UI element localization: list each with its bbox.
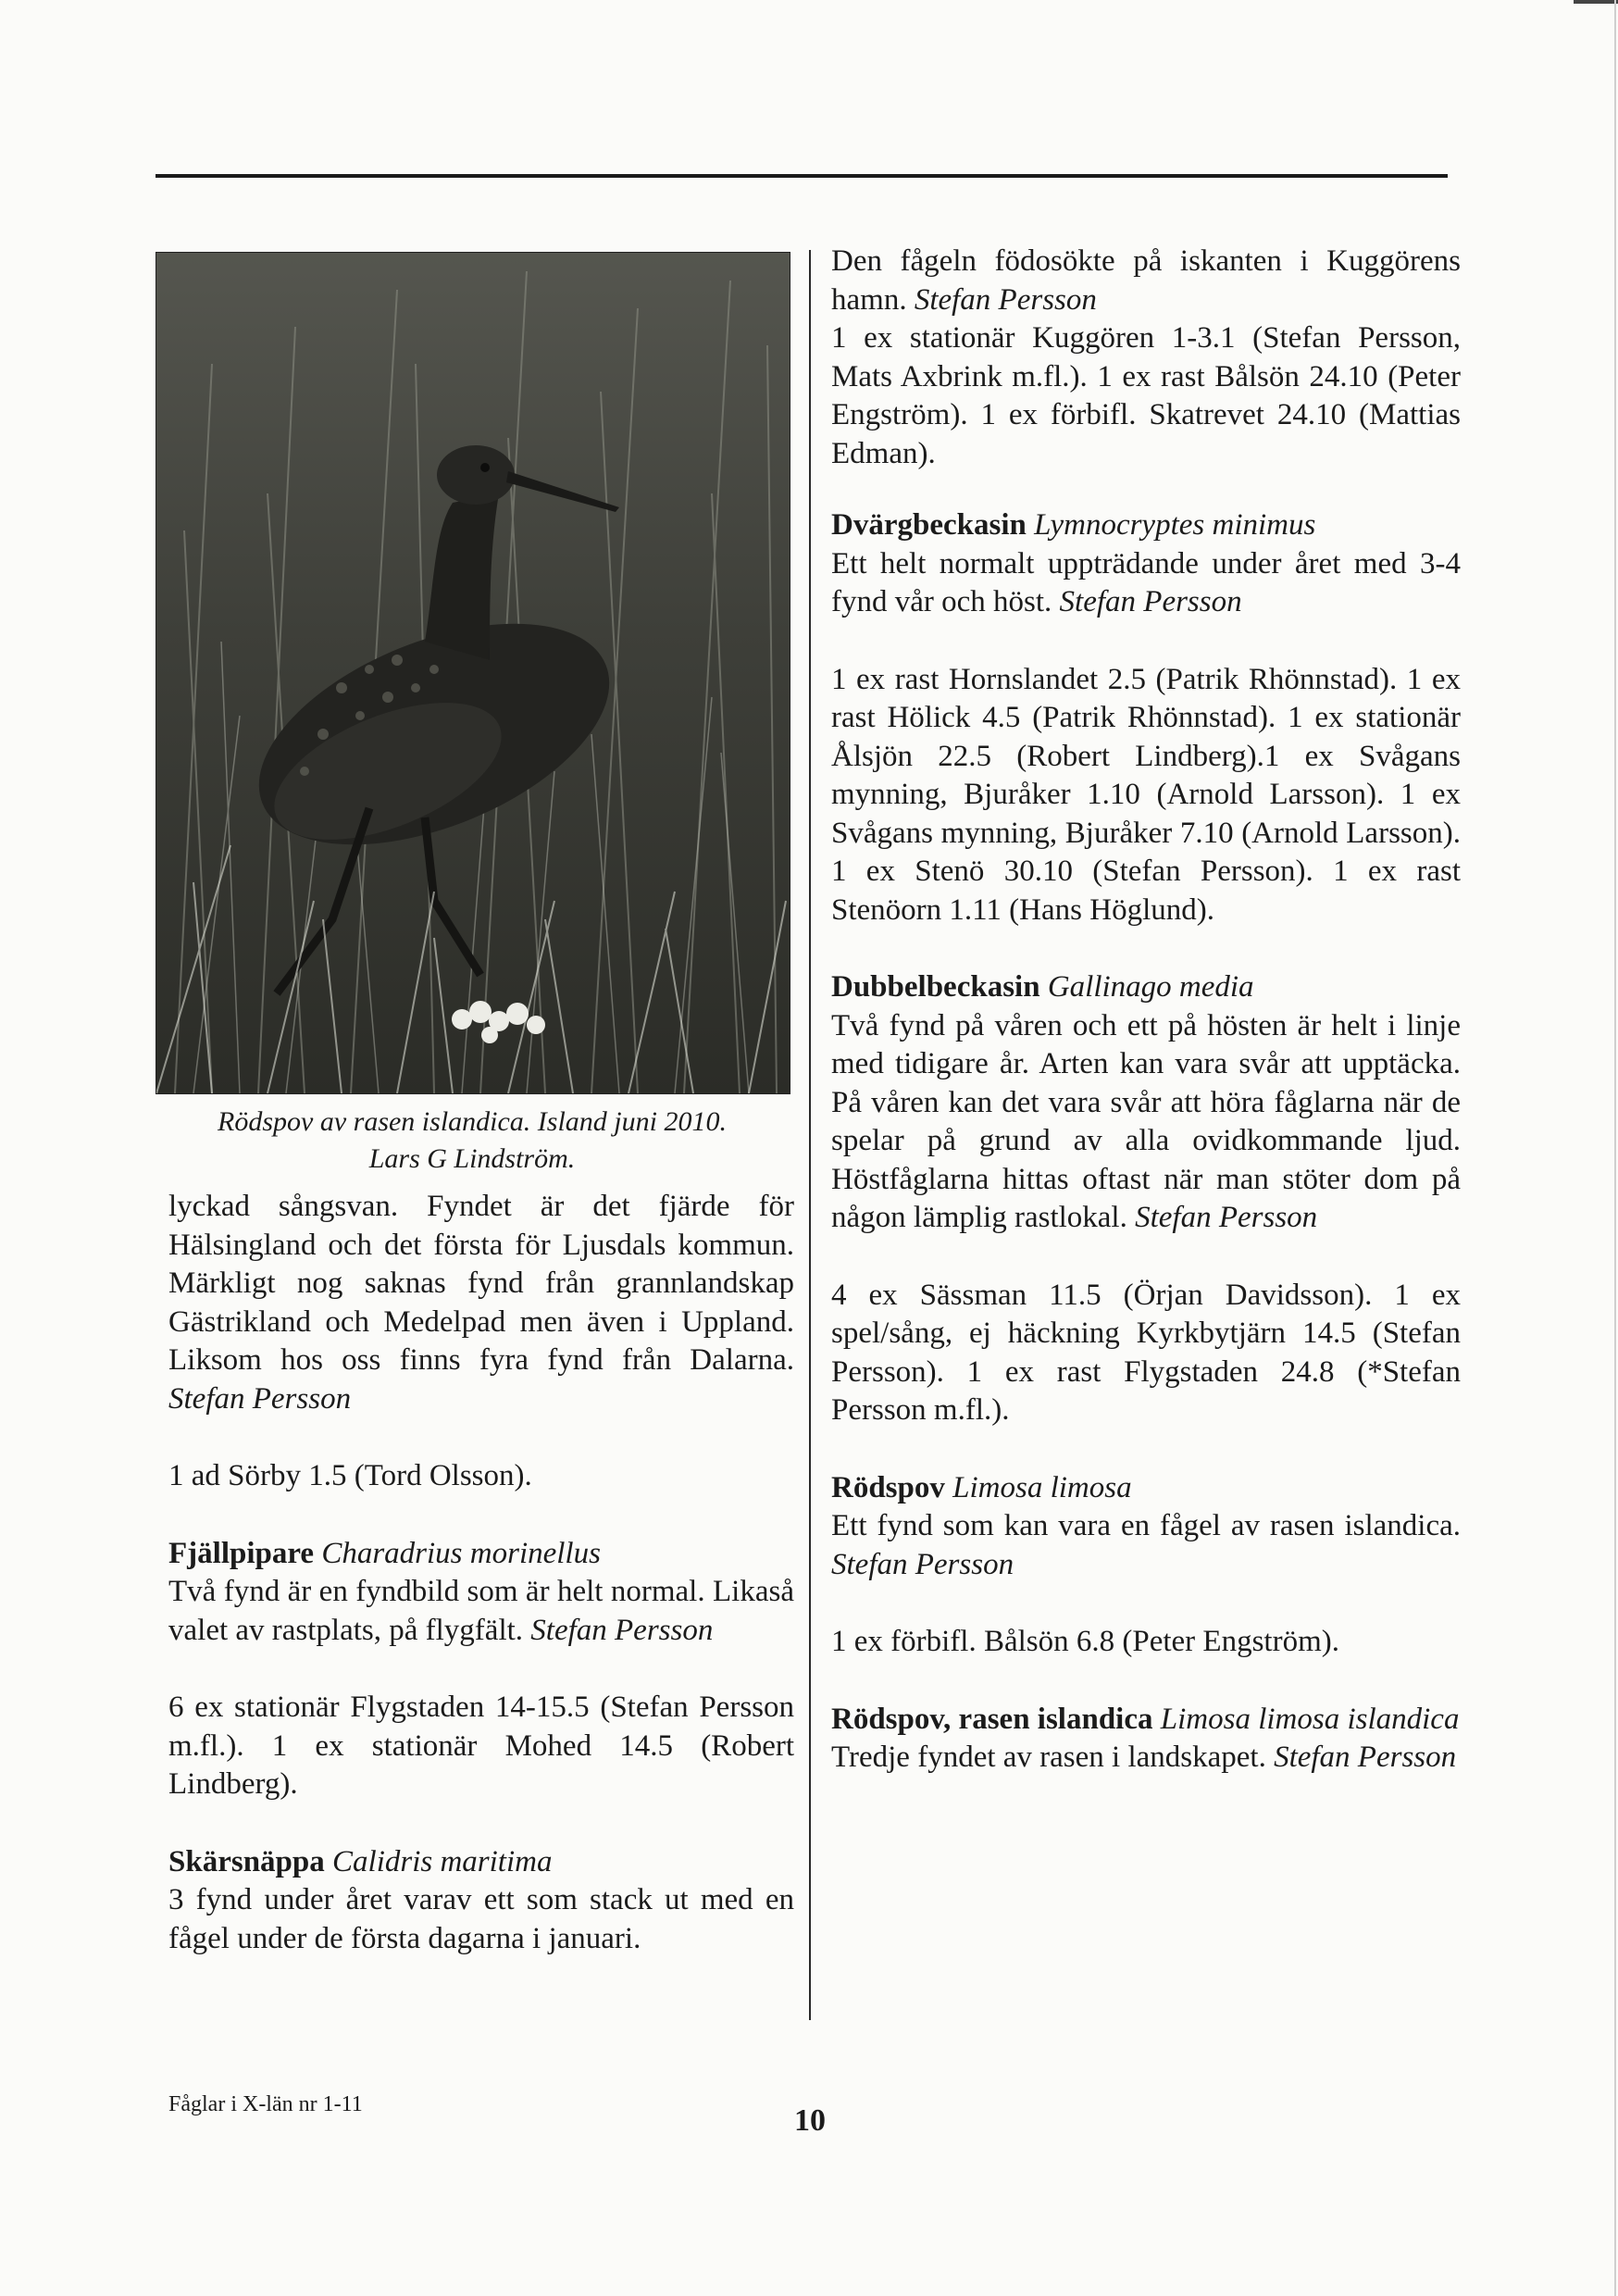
- edge-line: [1614, 0, 1616, 2296]
- paragraph-text: lyckad sångsvan. Fyndet är det fjärde för Hälsingland och det första för Ljusdals kommun. Märkligt nog saknas fynd från grannlandskap Gästrikland och Medelpad men även i Uppland. Liksom hos oss finns fyra fynd från Dalarna.: [168, 1190, 794, 1377]
- page-number: 10: [794, 2103, 826, 2138]
- species-latin: Calidris maritima: [332, 1844, 553, 1878]
- records: 1 ex rast Hornslandet 2.5 (Patrik Rhönnstad). 1 ex rast Hölick 4.5 (Patrik Rhönnstad). 1 ex stationär Ålsjön 22.5 (Robert Lindberg).1 ex Svågans mynning, Bjuråker 1.10 (Arnold Larsson). 1 ex Svågans mynning, Bjuråker 7.10 (Arnold Larsson). 1 ex Stenö 30.10 (Stefan Persson). 1 ex rast Stenöorn 1.11 (Hans Höglund).: [831, 662, 1461, 927]
- paragraph: [831, 545, 1461, 622]
- species-latin: Charadrius morinellus: [321, 1536, 601, 1570]
- author: Stefan Persson: [168, 1381, 352, 1416]
- paragraph: [831, 1739, 1461, 1778]
- paragraph: [168, 1573, 794, 1650]
- photo-caption: [156, 1104, 789, 1178]
- species-name: Skärsnäppa: [168, 1844, 325, 1878]
- author: Stefan Persson: [1135, 1201, 1318, 1234]
- species-name: Dubbelbeckasin: [831, 970, 1040, 1004]
- column-divider: [809, 250, 811, 2020]
- species-heading: [168, 1535, 794, 1574]
- paragraph-text: Tredje fyndet av rasen i landskapet.: [831, 1741, 1266, 1774]
- species-latin: Limosa limosa islandica: [1160, 1702, 1460, 1736]
- header-rule: [156, 174, 1448, 178]
- species-heading: [831, 1469, 1461, 1508]
- species-latin: Limosa limosa: [952, 1470, 1132, 1504]
- paragraph: [831, 1507, 1461, 1584]
- species-latin: Lymnocryptes minimus: [1034, 508, 1316, 542]
- paragraph-text: Den fågeln födosökte på iskanten i Kuggörens hamn.: [831, 244, 1461, 317]
- species-heading: [831, 968, 1461, 1007]
- records: 1 ex stationär Kuggören 1-3.1 (Stefan Persson, Mats Axbrink m.fl.). 1 ex rast Bålsön 24.10 (Peter Engström). 1 ex förbifl. Skatrevet 24.10 (Mattias Edman).: [831, 321, 1461, 470]
- right-column: [831, 243, 1461, 1778]
- paragraph: [831, 243, 1461, 319]
- paragraph-text: Två fynd är en fyndbild som är helt normal. Likaså valet av rastplats, på flygfält.: [168, 1575, 794, 1647]
- species-name: Dvärgbeckasin: [831, 508, 1027, 542]
- author: Stefan Persson: [831, 1547, 1014, 1581]
- species-name: Rödspov, rasen islandica: [831, 1702, 1153, 1736]
- paragraph-text: Två fynd på våren och ett på hösten är helt i linje med tidigare år. Arten kan vara svår att upptäcka. På våren kan det vara svår att höra fåglarna när de spelar på grund av alla ovidkommande ljud. Höstfåglarna hittas oftast när man stöter dom på någon lämplig rastlokal.: [831, 1008, 1461, 1234]
- caption-line-1: Rödspov av rasen islandica. Island juni 2010.: [218, 1106, 727, 1137]
- records: 1 ad Sörby 1.5 (Tord Olsson).: [168, 1459, 532, 1492]
- species-heading: [168, 1843, 794, 1882]
- records: 4 ex Sässman 11.5 (Örjan Davidsson). 1 ex spel/sång, ej häckning Kyrkbytjärn 14.5 (Stefan Persson). 1 ex rast Flygstaden 24.8 (*Stefan Persson m.fl.).: [831, 1278, 1461, 1427]
- species-heading: [831, 1701, 1461, 1740]
- left-column: [168, 1188, 794, 1958]
- edge-mark: [1574, 0, 1618, 4]
- caption-line-2: Lars G Lindström.: [368, 1143, 576, 1174]
- paragraph-text: Ett helt normalt uppträdande under året med 3-4 fynd vår och höst.: [831, 546, 1461, 618]
- author: Stefan Persson: [530, 1613, 714, 1647]
- species-name: Fjällpipare: [168, 1536, 315, 1570]
- species-heading: [831, 506, 1461, 545]
- paragraph: [831, 1007, 1461, 1238]
- author: Stefan Persson: [1274, 1741, 1457, 1774]
- author: Stefan Persson: [914, 282, 1097, 317]
- paragraph-text: Ett fynd som kan vara en fågel av rasen islandica.: [831, 1509, 1461, 1542]
- records: 6 ex stationär Flygstaden 14-15.5 (Stefan Persson m.fl.). 1 ex stationär Mohed 14.5 (Robert Lindberg).: [168, 1691, 794, 1801]
- author: Stefan Persson: [1059, 585, 1242, 618]
- journal-footer: Fåglar i X-län nr 1-11: [168, 2092, 363, 2116]
- species-name: Rödspov: [831, 1470, 945, 1504]
- paragraph-text: 3 fynd under året varav ett som stack ut med en fågel under de första dagarna i januari.: [168, 1883, 794, 1955]
- bird-photo: [156, 252, 790, 1094]
- records: 1 ex förbifl. Bålsön 6.8 (Peter Engström).: [831, 1625, 1339, 1658]
- species-latin: Gallinago media: [1047, 970, 1254, 1004]
- paragraph: [168, 1188, 794, 1418]
- bird-photo-illustration: [156, 253, 790, 1093]
